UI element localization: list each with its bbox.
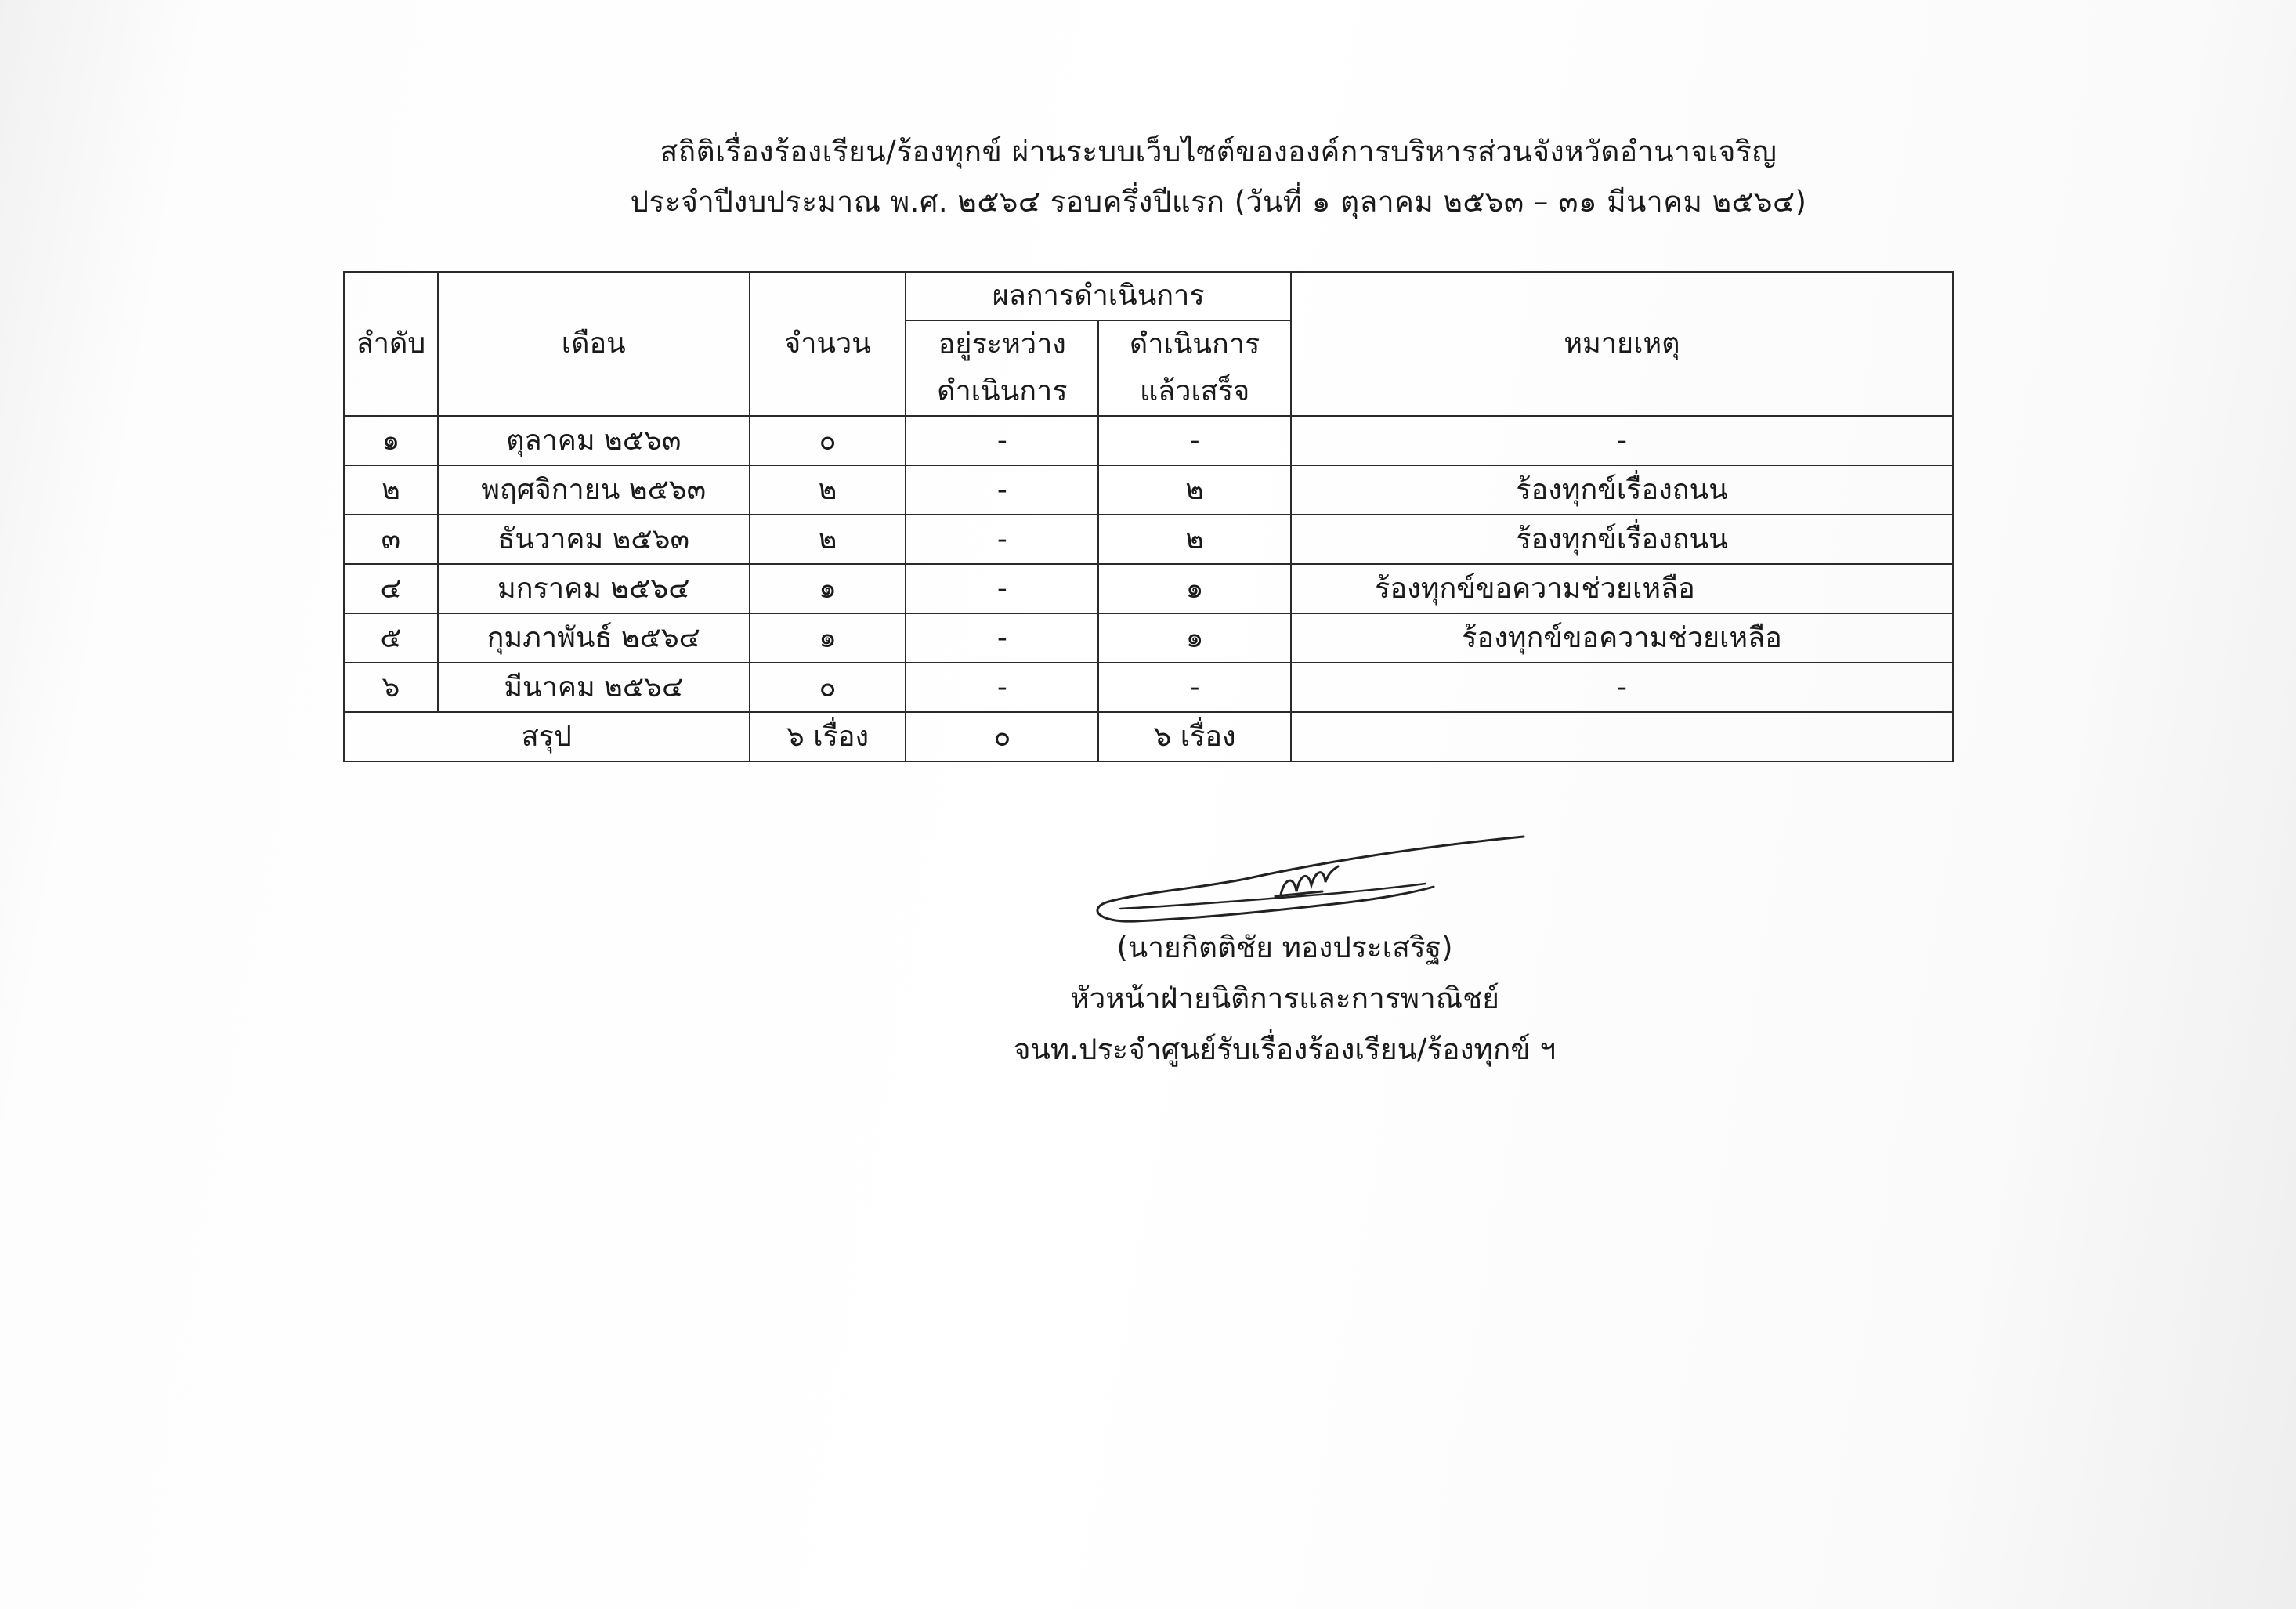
table-row: [344, 416, 1953, 465]
handwritten-signature: [1089, 830, 1528, 932]
row-count: ๒: [750, 515, 906, 564]
row-no: ๒: [344, 465, 438, 515]
table-row: [344, 515, 1953, 564]
summary-row: [344, 712, 1953, 761]
header-result-group: ผลการดำเนินการ: [906, 272, 1291, 320]
summary-done: ๖ เรื่อง: [1098, 712, 1291, 761]
row-count: ๑: [750, 613, 906, 663]
row-in-progress: -: [906, 613, 1098, 663]
row-done: -: [1098, 416, 1291, 465]
row-in-progress: -: [906, 465, 1098, 515]
header-in-progress-line1: อยู่ระหว่าง: [938, 328, 1066, 360]
table-row: [344, 465, 1953, 515]
row-remark: -: [1291, 416, 1953, 465]
row-done: ๑: [1098, 564, 1291, 613]
row-in-progress: -: [906, 663, 1098, 712]
header-done-line1: ดำเนินการ: [1129, 328, 1260, 360]
row-no: ๕: [344, 613, 438, 663]
row-no: ๑: [344, 416, 438, 465]
complaint-statistics-table: [343, 271, 1954, 762]
row-month: ธันวาคม ๒๕๖๓: [438, 515, 750, 564]
row-count: ๐: [750, 416, 906, 465]
header-done: [1098, 320, 1291, 416]
signer-name: (นายกิตติชัย ทองประเสริฐ): [1116, 931, 1453, 964]
document-subtitle: ประจำปีงบประมาณ พ.ศ. ๒๕๖๔ รอบครึ่งปีแรก (วันที่ ๑ ตุลาคม ๒๕๖๓ – ๓๑ มีนาคม ๒๕๖๔): [630, 185, 1807, 219]
row-remark: ร้องทุกข์เรื่องถนน: [1291, 515, 1953, 564]
header-month: เดือน: [438, 272, 750, 416]
summary-count: ๖ เรื่อง: [750, 712, 906, 761]
row-done: ๒: [1098, 465, 1291, 515]
row-remark: ร้องทุกข์ขอความช่วยเหลือ: [1291, 564, 1953, 613]
header-done-line2: แล้วเสร็จ: [1139, 375, 1250, 407]
row-month: มกราคม ๒๕๖๔: [438, 564, 750, 613]
row-in-progress: -: [906, 564, 1098, 613]
row-done: -: [1098, 663, 1291, 712]
table-row: [344, 613, 1953, 663]
header-row-1: [344, 272, 1953, 320]
row-remark: -: [1291, 663, 1953, 712]
signer-position: หัวหน้าฝ่ายนิติการและการพาณิชย์: [1070, 982, 1499, 1015]
row-no: ๖: [344, 663, 438, 712]
header-remark: หมายเหตุ: [1291, 272, 1953, 416]
row-in-progress: -: [906, 416, 1098, 465]
table-row: [344, 663, 1953, 712]
row-month: พฤศจิกายน ๒๕๖๓: [438, 465, 750, 515]
row-count: ๐: [750, 663, 906, 712]
row-no: ๓: [344, 515, 438, 564]
summary-in-progress: ๐: [906, 712, 1098, 761]
row-month: กุมภาพันธ์ ๒๕๖๔: [438, 613, 750, 663]
header-count: จำนวน: [750, 272, 906, 416]
row-done: ๒: [1098, 515, 1291, 564]
row-remark: ร้องทุกข์ขอความช่วยเหลือ: [1291, 613, 1953, 663]
row-in-progress: -: [906, 515, 1098, 564]
row-no: ๔: [344, 564, 438, 613]
header-in-progress-line2: ดำเนินการ: [937, 375, 1068, 407]
document-title: สถิติเรื่องร้องเรียน/ร้องทุกข์ ผ่านระบบเว็บไซต์ขององค์การบริหารส่วนจังหวัดอำนาจเจริญ: [660, 135, 1777, 168]
signer-role: จนท.ประจำศูนย์รับเรื่องร้องเรียน/ร้องทุกข์ ฯ: [1013, 1032, 1557, 1066]
header-in-progress: [906, 320, 1098, 416]
row-done: ๑: [1098, 613, 1291, 663]
row-remark: ร้องทุกข์เรื่องถนน: [1291, 465, 1953, 515]
summary-remark: [1291, 712, 1953, 761]
header-no: ลำดับ: [344, 272, 438, 416]
row-count: ๑: [750, 564, 906, 613]
table-row: [344, 564, 1953, 613]
row-month: ตุลาคม ๒๕๖๓: [438, 416, 750, 465]
row-count: ๒: [750, 465, 906, 515]
row-month: มีนาคม ๒๕๖๔: [438, 663, 750, 712]
summary-label: สรุป: [344, 712, 750, 761]
